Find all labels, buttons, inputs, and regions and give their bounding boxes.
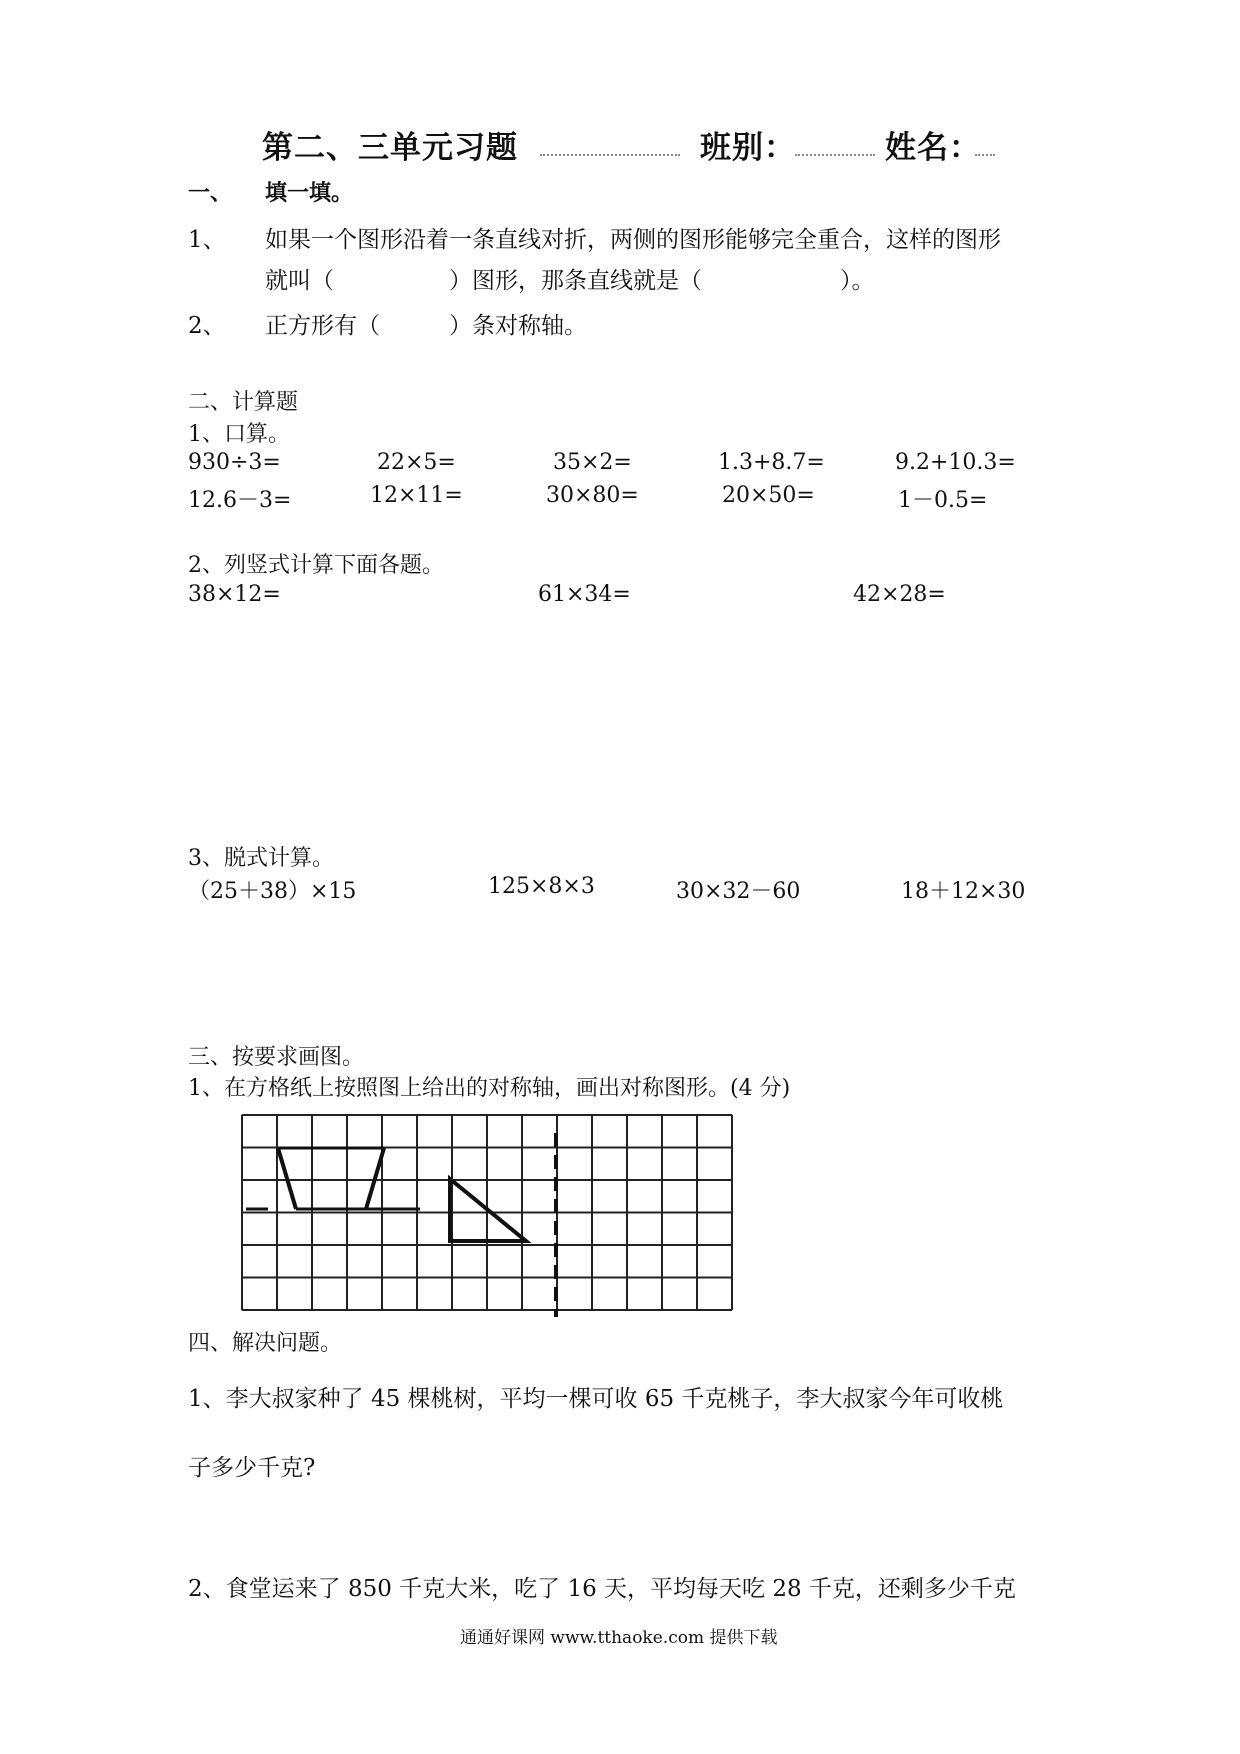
section3-q1: 1、在方格纸上按照图上给出的对称轴，画出对称图形。(4 分): [188, 1076, 791, 1101]
section2-heading: 二、计算题: [188, 390, 299, 415]
grid-lines: [242, 1115, 732, 1310]
vertical-item: 61×34=: [538, 582, 631, 607]
class-label: 班别：: [700, 130, 796, 166]
s1-q1-number: 1、: [188, 227, 226, 253]
stepwise-item: 30×32－60: [676, 879, 801, 904]
stepwise-item: 18＋12×30: [901, 879, 1026, 904]
oral-item: 12.6－3=: [188, 488, 292, 513]
oral-item: 35×2=: [553, 450, 632, 475]
class-blank[interactable]: [795, 148, 875, 156]
oral-item: 12×11=: [370, 483, 463, 508]
vertical-item: 38×12=: [188, 582, 281, 607]
stepwise-item: 125×8×3: [488, 874, 595, 899]
section4-heading: 四、解决问题。: [188, 1331, 343, 1356]
stepwise-heading: 3、脱式计算。: [188, 846, 334, 871]
name-blank[interactable]: [975, 148, 995, 156]
section3-heading: 三、按要求画图。: [188, 1045, 365, 1070]
oral-item: 1－0.5=: [898, 488, 988, 513]
s1-q1-line2: 就叫（ ）图形，那条直线就是（ ）。: [265, 268, 875, 294]
vertical-heading: 2、列竖式计算下面各题。: [188, 553, 444, 578]
oral-item: 20×50=: [722, 483, 815, 508]
worksheet-title: 第二、三单元习题: [262, 130, 518, 166]
s1-q2-number: 2、: [188, 313, 226, 339]
vertical-item: 42×28=: [853, 582, 946, 607]
s1-q1-line1: 如果一个图形沿着一条直线对折，两侧的图形能够完全重合，这样的图形: [265, 227, 1001, 253]
oral-item: 9.2+10.3=: [895, 450, 1016, 475]
oral-heading: 1、口算。: [188, 422, 290, 447]
title-dots: [540, 148, 680, 156]
s4-q1-line2: 子多少千克?: [188, 1455, 316, 1481]
grid-paper[interactable]: [240, 1113, 736, 1317]
name-label: 姓名：: [885, 130, 981, 166]
s4-q1-line1: 1、李大叔家种了 45 棵桃树，平均一棵可收 65 千克桃子，李大叔家今年可收桃: [188, 1386, 1004, 1412]
oral-item: 30×80=: [546, 483, 639, 508]
oral-item: 1.3+8.7=: [718, 450, 825, 475]
oral-item: 930÷3=: [188, 450, 281, 475]
section1-number: 一、: [188, 180, 233, 206]
footer-source: 通通好课网 www.tthaoke.com 提供下载: [460, 1628, 778, 1648]
stepwise-item: （25＋38）×15: [188, 879, 357, 904]
s4-q2-line1: 2、食堂运来了 850 千克大米，吃了 16 天，平均每天吃 28 千克，还剩多少千克: [188, 1576, 1016, 1602]
section1-heading: 填一填。: [265, 180, 354, 206]
trapezoid-left-edge: [278, 1148, 296, 1209]
s1-q2-text: 正方形有（ ）条对称轴。: [265, 313, 587, 339]
oral-item: 22×5=: [377, 450, 456, 475]
